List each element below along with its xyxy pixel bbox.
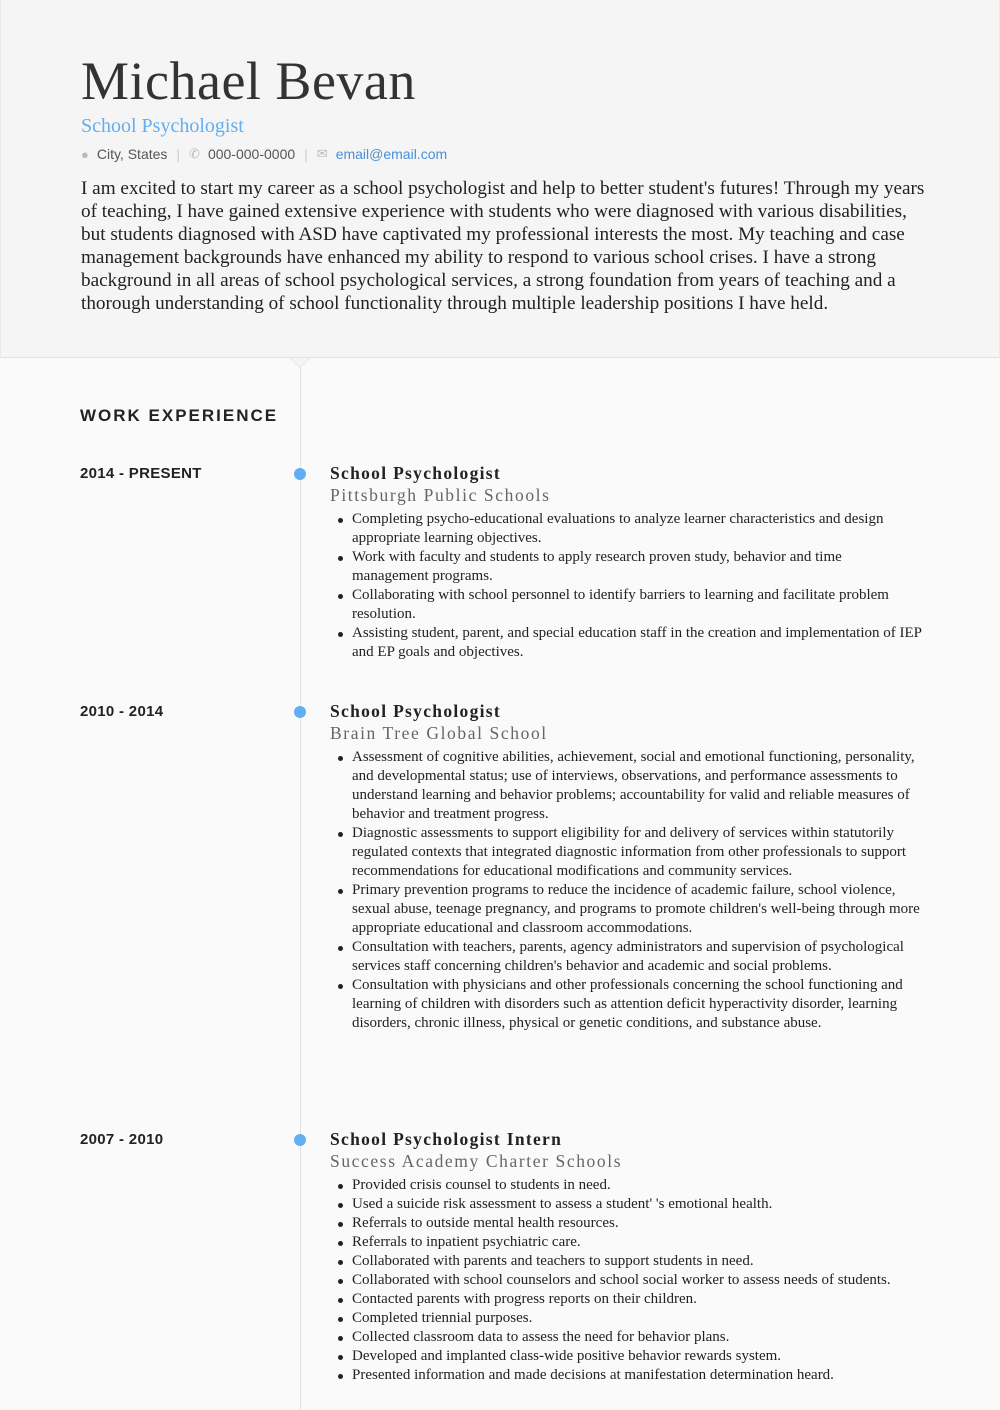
bullet-item: Consultation with teachers, parents, agency administrators and supervision of psychological services staff concerning children's behavior and academic and social problems.: [352, 938, 922, 976]
job-title: School Psychologist: [330, 463, 502, 483]
company-name: Pittsburgh Public Schools: [330, 485, 551, 505]
company-name: Success Academy Charter Schools: [330, 1151, 623, 1171]
job-bullets: [352, 510, 922, 662]
bullet-item: Completed triennial purposes.: [352, 1309, 922, 1328]
contact-info: [81, 146, 447, 162]
job-title: School Psychologist: [330, 701, 502, 721]
section-heading-work: WORK EXPERIENCE: [80, 406, 279, 425]
bullet-item: Consultation with physicians and other professionals concerning the school functioning and learning of children with disorders such as attention deficit hyperactivity disorder, learning disorders, chronic illness, physical or genetic conditions, and substance abuse.: [352, 976, 922, 1033]
bullet-item: Presented information and made decisions at manifestation determination heard.: [352, 1366, 922, 1385]
company-name: Brain Tree Global School: [330, 723, 548, 743]
bullet-item: Completing psycho-educational evaluations to analyze learner characteristics and design appropriate learning objectives.: [352, 510, 922, 548]
bullet-item: Referrals to inpatient psychiatric care.: [352, 1233, 922, 1252]
email-link[interactable]: email@email.com: [335, 146, 448, 162]
candidate-name: Michael Bevan: [81, 51, 416, 111]
bullet-item: Assisting student, parent, and special education staff in the creation and implementation of IEP and EP goals and objectives.: [352, 625, 922, 660]
phone-text: 000-000-0000: [207, 146, 296, 162]
timeline-dot: [294, 468, 306, 480]
job-bullets: [352, 1176, 922, 1385]
resume-header: [0, 0, 1000, 358]
bullet-item: Referrals to outside mental health resources.: [352, 1214, 922, 1233]
bullet-item: Provided crisis counsel to students in need.: [352, 1176, 922, 1195]
envelope-icon: ✉: [316, 146, 328, 161]
location-pin-icon: ●: [81, 146, 89, 162]
bullet-item: Primary prevention programs to reduce the incidence of academic failure, school violence, sexual abuse, teenage pregnancy, and programs to promote children's well-being through more appropriate educational and classroom accommodations.: [352, 881, 922, 938]
location-text: City, States: [96, 146, 168, 162]
timeline-notch-fill: [291, 358, 309, 367]
bullet-item: Assessment of cognitive abilities, achievement, social and emotional functioning, personality, and developmental status; use of interviews, observations, and performance assessments to understand learning and behavior problems; accountability for valid and reliable measures of behavior and treatment progress.: [352, 748, 922, 824]
job-bullets: [352, 748, 922, 1033]
separator: |: [304, 146, 308, 162]
job-dates: 2014 - PRESENT: [80, 465, 202, 482]
timeline-line: [300, 362, 301, 1410]
candidate-title: School Psychologist: [81, 115, 244, 137]
bullet-item: Collaborated with parents and teachers to support students in need.: [352, 1252, 922, 1271]
job-dates: 2007 - 2010: [80, 1131, 164, 1148]
bullet-item: Diagnostic assessments to support eligibility for and delivery of services within statutorily regulated contexts that integrated diagnostic information from other professionals to support recommendations for educational modifications and community services.: [352, 824, 922, 881]
bullet-item: Work with faculty and students to apply research proven study, behavior and time management programs.: [352, 548, 922, 586]
bullet-item: Developed and implanted class-wide positive behavior rewards system.: [352, 1347, 922, 1366]
summary-text: I am excited to start my career as a school psychologist and help to better student's futures! Through my years of teaching, I have gained extensive experience with students who were diagnosed with various disabilities, but students diagnosed with ASD have captivated my professional interests the most. My teaching and case management backgrounds have enhanced my ability to respond to various school crises. I have a strong background in all areas of school psychological services, a strong foundation from years of teaching and a thorough understanding of school functionality through multiple leadership positions I have held.: [81, 178, 925, 314]
timeline-dot: [294, 1134, 306, 1146]
timeline-dot: [294, 706, 306, 718]
separator: |: [176, 146, 181, 162]
bullet-item: Collected classroom data to assess the need for behavior plans.: [352, 1328, 922, 1347]
bullet-item: Collaborated with school counselors and school social worker to assess needs of students.: [352, 1271, 922, 1290]
job-dates: 2010 - 2014: [80, 703, 164, 720]
bullet-item: Collaborating with school personnel to identify barriers to learning and facilitate problem resolution.: [352, 586, 922, 624]
bullet-item: Contacted parents with progress reports on their children.: [352, 1290, 922, 1309]
phone-icon: ✆: [189, 146, 200, 161]
job-title: School Psychologist Intern: [330, 1129, 563, 1149]
bullet-item: Used a suicide risk assessment to assess a student' 's emotional health.: [352, 1195, 922, 1214]
